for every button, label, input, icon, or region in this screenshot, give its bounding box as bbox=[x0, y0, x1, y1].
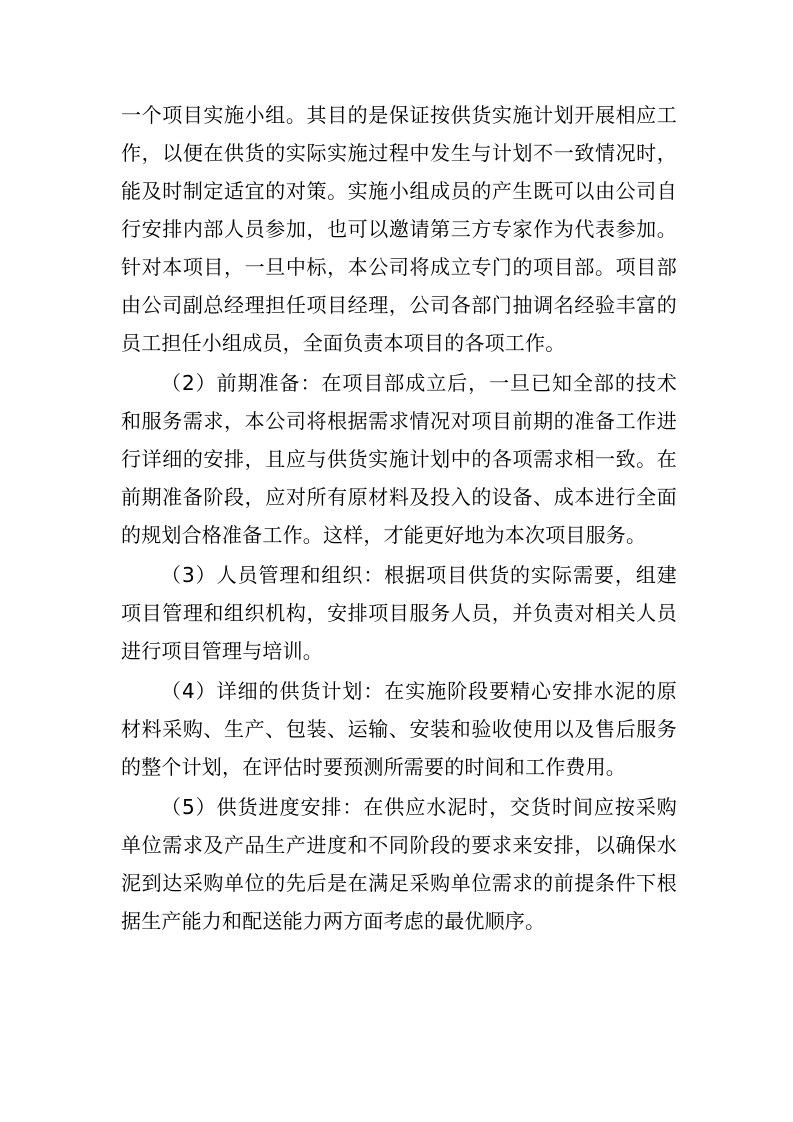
paragraph-supply-plan: （4）详细的供货计划：在实施阶段要精心安排水泥的原材料采购、生产、包装、运输、安装和验收使用以及售后服务的整个计划，在评估时要预测所需要的时间和工作费用。 bbox=[121, 679, 677, 779]
paragraph-preparation: （2）前期准备：在项目部成立后，一旦已知全部的技术和服务需求，本公司将根据需求情况对项目前期的准备工作进行详细的安排，且应与供货实施计划中的各项需求相一致。在前期准备阶段，应对所有原材料及投入的设备、成本进行全面的规划合格准备工作。这样，才能更好地为本次项目服务。 bbox=[121, 371, 677, 547]
paragraph-intro: 一个项目实施小组。其目的是保证按供货实施计划开展相应工作，以便在供货的实际实施过程中发生与计划不一致情况时，能及时制定适宜的对策。实施小组成员的产生既可以由公司自行安排内部人员参加，也可以邀请第三方专家作为代表参加。针对本项目，一旦中标，本公司将成立专门的项目部。项目部由公司副总经理担任项目经理，公司各部门抽调名经验丰富的员工担任小组成员，全面负责本项目的各项工作。 bbox=[121, 103, 677, 355]
paragraph-personnel: （3）人员管理和组织：根据项目供货的实际需要，组建项目管理和组织机构，安排项目服务人员，并负责对相关人员进行项目管理与培训。 bbox=[121, 563, 677, 663]
document-body bbox=[121, 96, 677, 942]
paragraph-schedule: （5）供货进度安排：在供应水泥时，交货时间应按采购单位需求及产品生产进度和不同阶段的要求来安排，以确保水泥到达采购单位的先后是在满足采购单位需求的前提条件下根据生产能力和配送能力两方面考虑的最优顺序。 bbox=[121, 795, 677, 933]
